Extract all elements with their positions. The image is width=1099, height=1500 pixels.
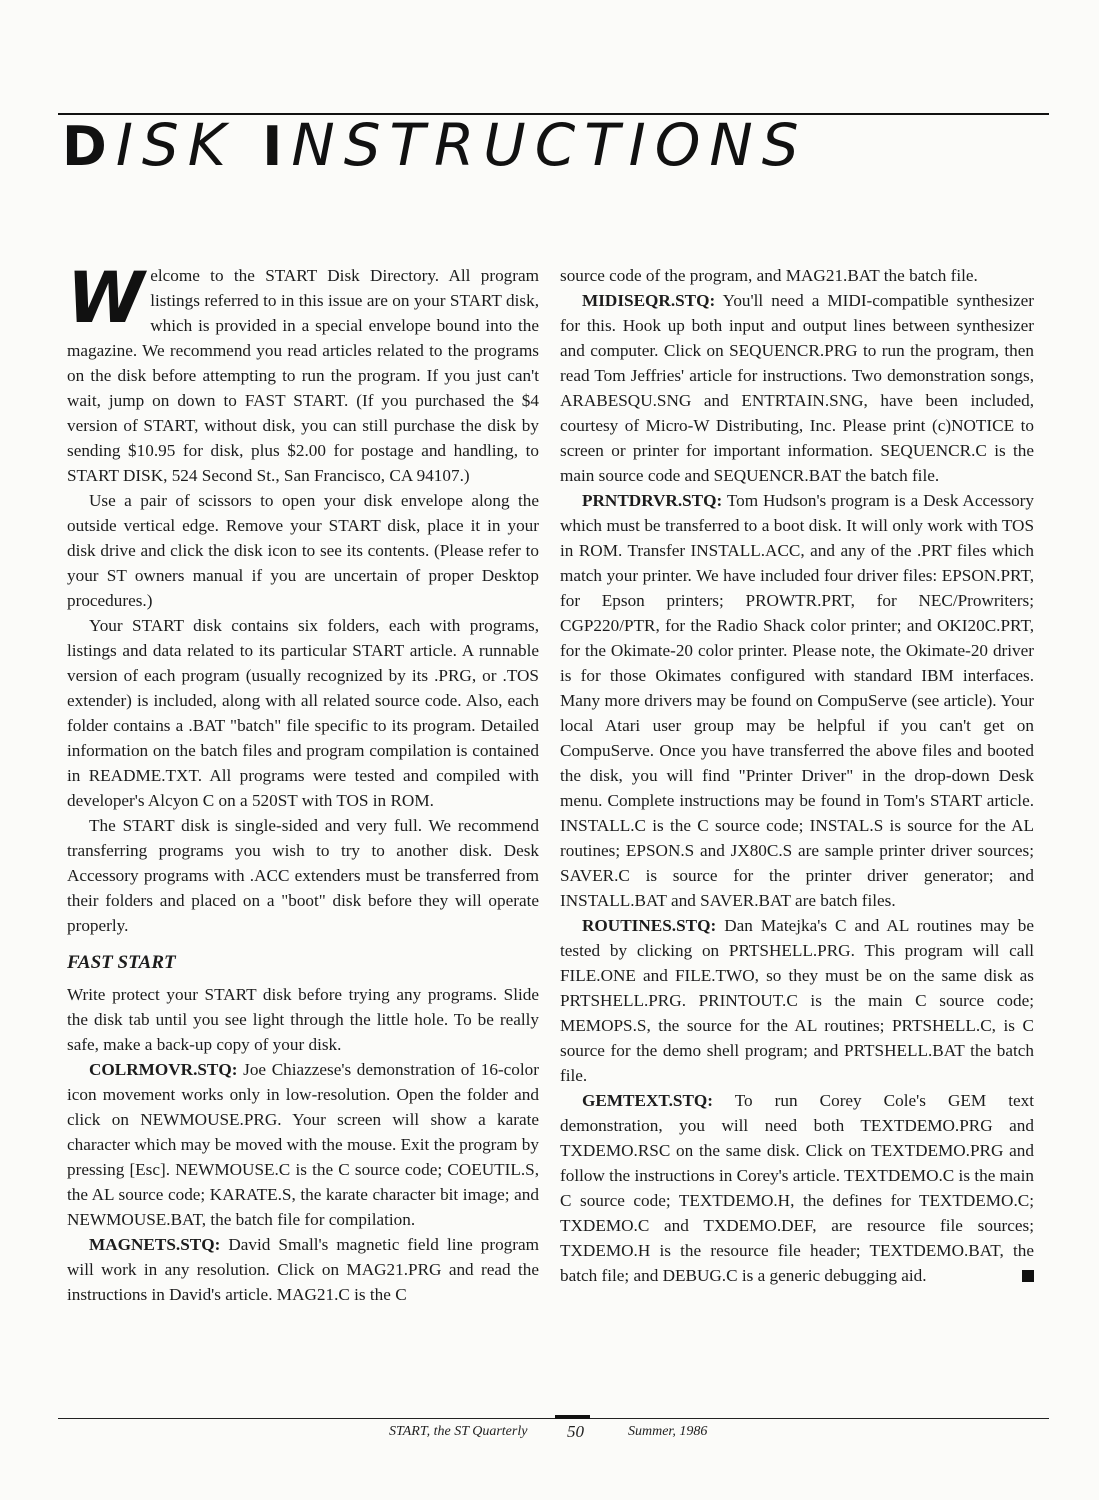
colrmovr-text: Joe Chiazzese's demonstration of 16-color icon movement works only in low-resolution. Open the folder and click on NEWMOUSE.PRG. Your screen will show a karate character which may be moved with the mouse. Exit the program by pressing [Esc]. NEWMOUSE.C is the C source code; COEUTIL.S, the AL source code; KARATE.S, the karate character bit image; and NEWMOUSE.BAT, the batch file for compilation. (67, 1060, 539, 1229)
drop-cap: W (67, 257, 145, 339)
gemtext-paragraph (560, 1088, 1034, 1288)
footer-page-marker (555, 1415, 590, 1419)
envelope-paragraph: Use a pair of scissors to open your disk envelope along the outside vertical edge. Remove your START disk, place it in your disk drive and click the disk icon to see its contents. (Please refer to your ST owners manual if you are uncertain of proper Desktop procedures.) (67, 491, 539, 610)
fast-start-paragraph: Write protect your START disk before trying any programs. Slide the disk tab until you see light through the little hole. To be really safe, make a back-up copy of your disk. (67, 985, 539, 1054)
midiseqr-filename: MIDISEQR.STQ: (582, 291, 716, 310)
single-sided-paragraph: The START disk is single-sided and very full. We recommend transferring programs you wish to try to another disk. Desk Accessory programs with .ACC extenders must be transferred from their folders and placed on a "boot" disk before they will operate properly. (67, 816, 539, 935)
page-number: 50 (567, 1422, 584, 1441)
intro-paragraph (67, 257, 539, 488)
magnets-text: David Small's magnetic field line program will work in any resolution. Click on MAG21.PRG and read the instructions in David's article. MAG21.C is the C (67, 1235, 539, 1304)
prntdrvr-filename: PRNTDRVR.STQ: (582, 491, 723, 510)
page-title (62, 110, 808, 182)
magnets-continued: source code of the program, and MAG21.BAT the batch file. (560, 266, 978, 285)
prntdrvr-text: Tom Hudson's program is a Desk Accessory which must be transferred to a boot disk. It will only work with TOS in ROM. Transfer INSTALL.ACC, and any of the .PRT files which match your printer. We have included four driver files: EPSON.PRT, for Epson printers; PROWTR.PRT, for NEC/Prowriters; CGP220/PTR, for the Radio Shack color printer; and OKI20C.PRT, for the Okimate-20 color printer. Please note, the Okimate-20 driver is for those Okimates configured with standard IBM interfaces. Many more drivers may be found on CompuServe (see article). Your local Atari user group may be helpful if you can't get on CompuServe. Once you have transferred the above files and booted the disk, you will find "Printer Driver" in the drop-down Desk menu. Complete instructions may be found in Tom's START article. INSTALL.C is the C source code; INSTAL.S is source for the AL routines; EPSON.S and JX80C.S are sample printer driver sources; SAVER.C is source for the printer driver generator; and INSTALL.BAT and SAVER.BAT are batch files. (560, 491, 1034, 910)
left-column (67, 257, 539, 1307)
routines-text: Dan Matejka's C and AL routines may be tested by clicking on PRTSHELL.PRG. This program will call FILE.ONE and FILE.TWO, so they must be on the same disk as PRTSHELL.PRG. PRINTOUT.C is the main C source code; MEMOPS.S, the source for the AL routines; PRTSHELL.C, is C source for the demo shell program; and PRTSHELL.BAT the batch file. (560, 916, 1034, 1085)
title-cap-d: D (62, 115, 116, 178)
fast-start-heading: FAST START (67, 952, 176, 973)
prntdrvr-paragraph (560, 488, 1034, 913)
midiseqr-text: You'll need a MIDI-compatible synthesizer for this. Hook up both input and output lines between synthesizer and computer. Click on SEQUENCR.PRG to run the program, then read Tom Jeffries' article for instructions. Two demonstration songs, ARABESQU.SNG and ENTRTAIN.SNG, have been included, courtesy of Micro-W Distributing, Inc. Please print (c)NOTICE to screen or printer for important information. SEQUENCR.C is the main source code and SEQUENCR.BAT the batch file. (560, 291, 1034, 485)
publication-name: START, the ST Quarterly (389, 1424, 528, 1439)
title-cap-i: I (262, 115, 292, 178)
colrmovr-paragraph (67, 1057, 539, 1232)
end-of-article-square (1022, 1270, 1034, 1282)
routines-paragraph (560, 913, 1034, 1088)
magnets-filename: MAGNETS.STQ: (89, 1235, 221, 1254)
magnets-paragraph (67, 1232, 539, 1307)
routines-filename: ROUTINES.STQ: (582, 916, 717, 935)
title-word-disk: ISK (115, 111, 235, 179)
midiseqr-paragraph (560, 288, 1034, 488)
gemtext-text: To run Corey Cole's GEM text demonstration, you will need both TEXTDEMO.PRG and TXDEMO.RSC on the same disk. Click on TEXTDEMO.PRG and follow the instructions in Corey's article. TEXTDEMO.C is the main C source code; TEXTDEMO.H, the defines for TEXTDEMO.C; TXDEMO.C and TXDEMO.DEF, are resource file sources; TXDEMO.H is the resource file header; TEXTDEMO.BAT, the batch file; and DEBUG.C is a generic debugging aid. (560, 1091, 1034, 1285)
right-column (560, 263, 1034, 1288)
intro-text: elcome to the START Disk Directory. All program listings referred to in this issue are on your START disk, which is provided in a special envelope bound into the magazine. We recommend you read articles related to the programs on the disk before attempting to run the program. If you just can't wait, jump on down to FAST START. (If you purchased the $4 version of START, without disk, you can still purchase the disk by sending $10.95 for disk, plus $2.00 for postage and handling, to START DISK, 524 Second St., San Francisco, CA 94107.) (67, 266, 539, 485)
footer-rule (58, 1418, 1049, 1419)
folders-paragraph: Your START disk contains six folders, each with programs, listings and data related to its particular START article. A runnable version of each program (usually recognized by its .PRG, or .TOS extender) is included, along with all related source code. Also, each folder contains a .BAT "batch" file specific to its program. Detailed information on the batch files and program compilation is contained in README.TXT. All programs were tested and compiled with developer's Alcyon C on a 520ST with TOS in ROM. (67, 616, 539, 810)
gemtext-filename: GEMTEXT.STQ: (582, 1091, 713, 1110)
title-word-instructions: NSTRUCTIONS (291, 111, 808, 179)
colrmovr-filename: COLRMOVR.STQ: (89, 1060, 238, 1079)
issue-date: Summer, 1986 (628, 1424, 708, 1439)
